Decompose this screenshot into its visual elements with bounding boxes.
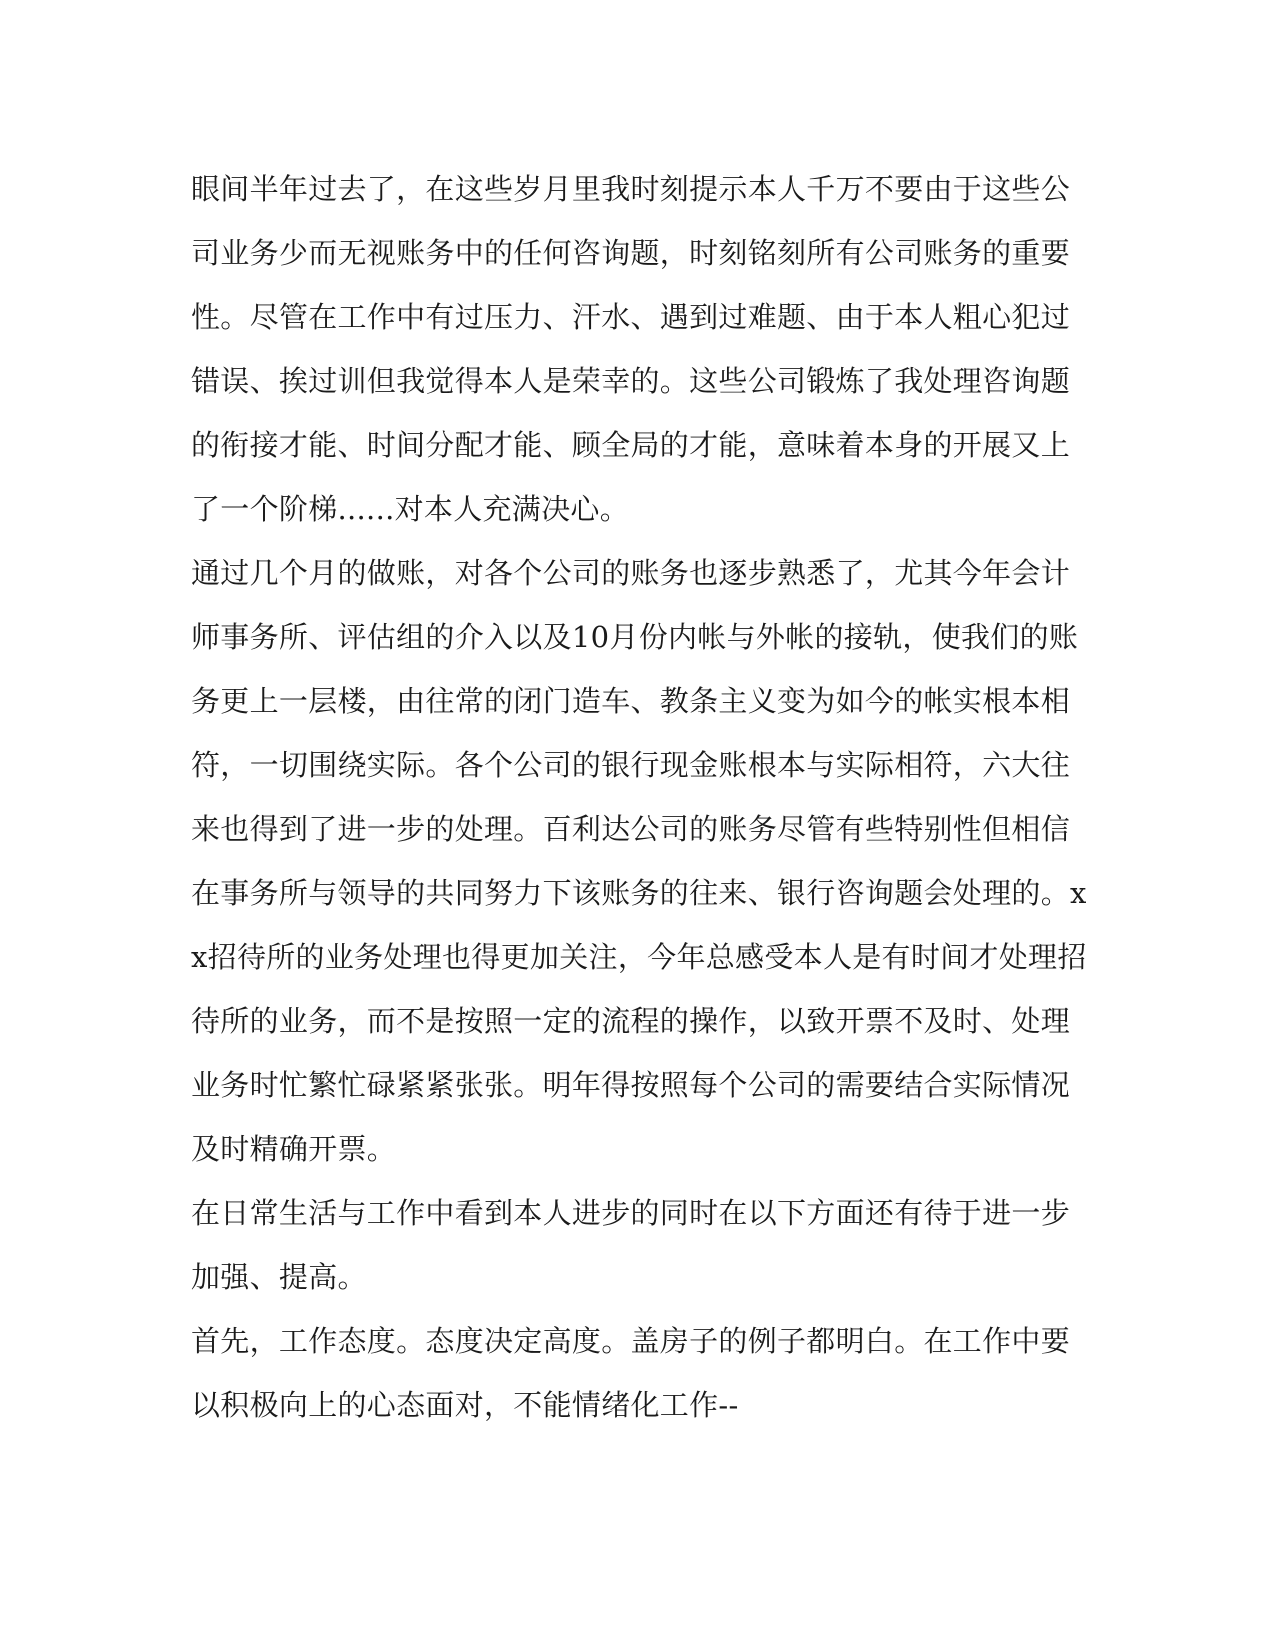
text-line: 性。尽管在工作中有过压力、汗水、遇到过难题、由于本人粗心犯过 xyxy=(191,300,1071,334)
text-line: 加强、提高。 xyxy=(191,1260,367,1294)
text-line: 了一个阶梯......对本人充满决心。 xyxy=(191,492,630,526)
body-text xyxy=(191,157,1091,1437)
text-line: x招待所的业务处理也得更加关注，今年总感受本人是有时间才处理招 xyxy=(191,940,1087,974)
text-line: 来也得到了进一步的处理。百利达公司的账务尽管有些特别性但相信 xyxy=(191,812,1071,846)
text-line: 符，一切围绕实际。各个公司的银行现金账根本与实际相符，六大往 xyxy=(191,748,1071,782)
text-line: 司业务少而无视账务中的任何咨询题，时刻铭刻所有公司账务的重要 xyxy=(191,236,1071,270)
text-line: 以积极向上的心态面对，不能情绪化工作-- xyxy=(191,1388,739,1422)
text-line: 业务时忙繁忙碌紧紧张张。明年得按照每个公司的需要结合实际情况 xyxy=(191,1068,1071,1102)
text-line: 在事务所与领导的共同努力下该账务的往来、银行咨询题会处理的。x xyxy=(191,876,1087,910)
text-line: 通过几个月的做账，对各个公司的账务也逐步熟悉了，尤其今年会计 xyxy=(191,556,1071,590)
text-line: 师事务所、评估组的介入以及10月份内帐与外帐的接轨，使我们的账 xyxy=(191,620,1079,654)
text-line: 错误、挨过训但我觉得本人是荣幸的。这些公司锻炼了我处理咨询题 xyxy=(191,364,1071,398)
text-line: 务更上一层楼，由往常的闭门造车、教条主义变为如今的帐实根本相 xyxy=(191,684,1071,718)
text-line: 在日常生活与工作中看到本人进步的同时在以下方面还有待于进一步 xyxy=(191,1196,1071,1230)
text-line: 首先，工作态度。态度决定高度。盖房子的例子都明白。在工作中要 xyxy=(191,1324,1071,1358)
text-line: 及时精确开票。 xyxy=(191,1132,397,1166)
text-line: 待所的业务，而不是按照一定的流程的操作，以致开票不及时、处理 xyxy=(191,1004,1071,1038)
text-line: 眼间半年过去了，在这些岁月里我时刻提示本人千万不要由于这些公 xyxy=(191,172,1071,206)
text-line: 的衔接才能、时间分配才能、顾全局的才能，意味着本身的开展又上 xyxy=(191,428,1071,462)
